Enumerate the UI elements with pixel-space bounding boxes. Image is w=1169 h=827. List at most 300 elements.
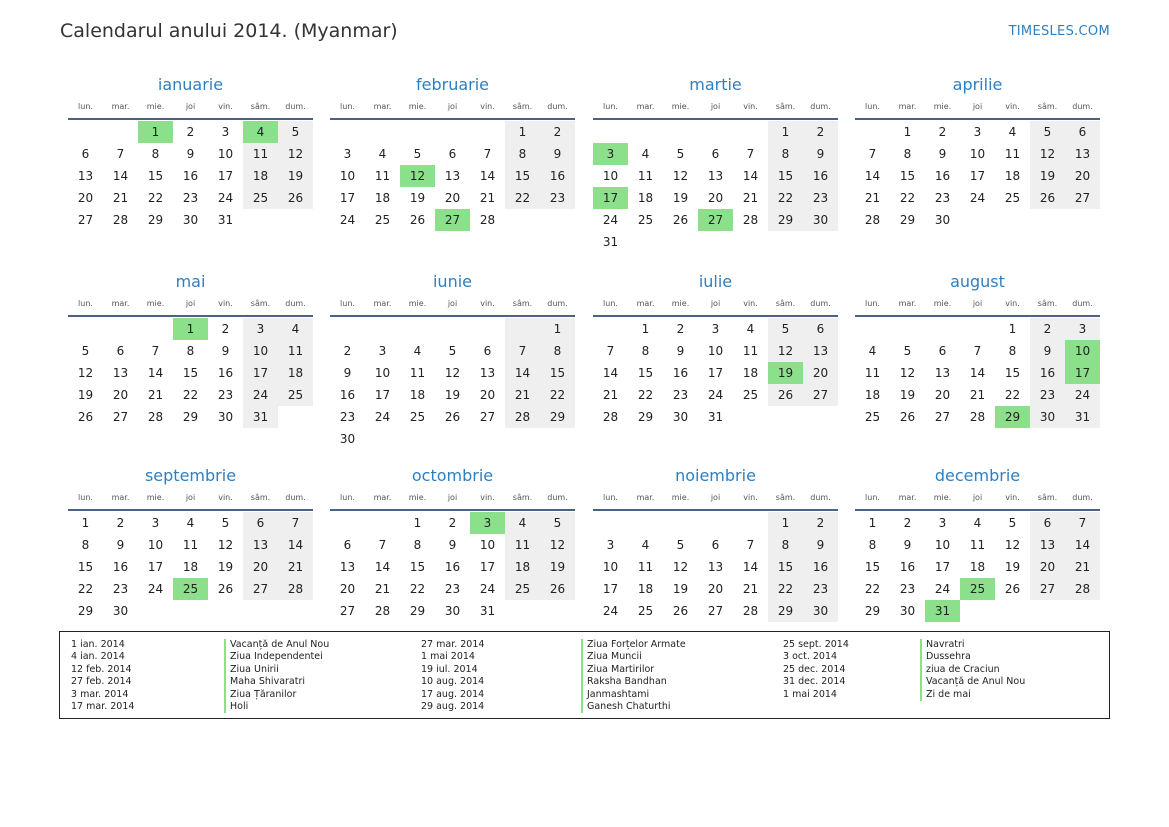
month-title: martie xyxy=(689,75,742,94)
day-cell: 17 xyxy=(243,362,278,384)
day-cell: 18 xyxy=(637,582,654,596)
day-cell: 4 xyxy=(378,147,387,161)
day-cell: 4 xyxy=(413,344,422,358)
weekday-label: joi xyxy=(185,298,196,308)
day-cell: 14 xyxy=(602,366,619,380)
day-cell: 8 xyxy=(641,344,650,358)
weekday-label: dum. xyxy=(547,492,568,502)
weekday-label: joi xyxy=(447,101,458,111)
weekday-label: joi xyxy=(447,298,458,308)
day-cell: 17 xyxy=(147,560,164,574)
month-martie xyxy=(593,74,838,253)
day-cell: 21 xyxy=(742,582,759,596)
day-cell: 5 xyxy=(81,344,90,358)
weekday-label: lun. xyxy=(603,101,618,111)
weekday-label: mar. xyxy=(373,101,392,111)
empty-cell xyxy=(330,121,365,143)
day-cell: 14 xyxy=(479,169,496,183)
month-divider xyxy=(330,315,575,317)
day-cell: 29 xyxy=(768,209,803,231)
holiday-date: 27 mar. 2014 xyxy=(421,639,485,650)
day-cell: 19 xyxy=(444,388,461,402)
empty-cell xyxy=(540,600,575,622)
weekday-label: sâm. xyxy=(775,101,796,111)
weekday-label: lun. xyxy=(340,101,355,111)
weekday-label: dum. xyxy=(810,298,831,308)
day-cell: 24 xyxy=(479,582,496,596)
day-cell: 28 xyxy=(742,604,759,618)
day-cell: 7 xyxy=(278,512,313,534)
day-cell: 10 xyxy=(969,147,986,161)
month-title: septembrie xyxy=(144,466,237,485)
day-cell: 17 xyxy=(969,169,986,183)
day-cell: 1 xyxy=(505,121,540,143)
day-cell: 17 xyxy=(602,582,619,596)
day-cell: 19 xyxy=(217,560,234,574)
empty-cell xyxy=(663,231,698,253)
weekday-label: mie. xyxy=(408,492,427,502)
day-cell: 22 xyxy=(182,388,199,402)
day-cell: 3 xyxy=(711,322,720,336)
day-cell: 15 xyxy=(409,560,426,574)
day-cell: 30 xyxy=(112,604,129,618)
day-cell: 13 xyxy=(707,169,724,183)
weekday-header xyxy=(593,487,838,507)
holiday-date: 19 iul. 2014 xyxy=(421,663,478,675)
weekday-label: joi xyxy=(185,101,196,111)
day-cell: 22 xyxy=(899,191,916,205)
day-cell: 7 xyxy=(116,147,125,161)
day-cell: 22 xyxy=(768,578,803,600)
weekday-label: dum. xyxy=(1072,298,1093,308)
holiday-day: 10 xyxy=(1065,340,1100,362)
holiday-legend xyxy=(59,631,1110,719)
weekday-label: mie. xyxy=(933,492,952,502)
day-cell: 16 xyxy=(444,560,461,574)
day-cell: 4 xyxy=(973,516,982,530)
day-cell: 7 xyxy=(973,344,982,358)
month-divider xyxy=(593,509,838,511)
day-cell: 24 xyxy=(602,213,619,227)
day-cell: 24 xyxy=(707,388,724,402)
day-cell: 22 xyxy=(864,582,881,596)
holiday-name: Janmashtami xyxy=(581,689,686,701)
day-cell: 11 xyxy=(505,534,540,556)
day-grid xyxy=(68,318,313,428)
day-cell: 27 xyxy=(1030,578,1065,600)
month-februarie xyxy=(330,74,575,231)
weekday-label: joi xyxy=(185,492,196,502)
day-cell: 7 xyxy=(378,538,387,552)
weekday-label: mar. xyxy=(373,492,392,502)
day-cell: 25 xyxy=(243,187,278,209)
day-cell: 26 xyxy=(672,604,689,618)
day-cell: 1 xyxy=(641,322,650,336)
holiday-date: 25 dec. 2014 xyxy=(783,663,846,675)
day-cell: 30 xyxy=(339,432,356,446)
day-cell: 29 xyxy=(409,604,426,618)
day-cell: 18 xyxy=(864,388,881,402)
day-cell: 5 xyxy=(540,512,575,534)
month-title: mai xyxy=(175,272,206,291)
day-cell: 14 xyxy=(374,560,391,574)
day-cell: 8 xyxy=(1008,344,1017,358)
day-cell: 11 xyxy=(742,344,759,358)
day-cell: 13 xyxy=(934,366,951,380)
weekday-label: vin. xyxy=(1005,101,1020,111)
day-cell: 28 xyxy=(742,213,759,227)
holiday-date: 1 mai 2014 xyxy=(421,651,475,663)
day-cell: 8 xyxy=(768,534,803,556)
day-cell: 18 xyxy=(637,191,654,205)
holiday-name: Ziua Forțelor Armate xyxy=(581,639,686,651)
holiday-name: Dussehra xyxy=(920,651,1025,663)
month-aprilie xyxy=(855,74,1100,231)
day-cell: 6 xyxy=(243,512,278,534)
day-cell: 16 xyxy=(803,556,838,578)
day-cell: 20 xyxy=(707,191,724,205)
empty-cell xyxy=(768,406,803,428)
day-cell: 3 xyxy=(1065,318,1100,340)
empty-cell xyxy=(960,209,995,231)
holiday-date: 17 mar. 2014 xyxy=(71,700,135,712)
day-cell: 11 xyxy=(182,538,199,552)
day-cell: 10 xyxy=(602,560,619,574)
weekday-label: mar. xyxy=(636,101,655,111)
weekday-label: sâm. xyxy=(250,298,271,308)
day-cell: 3 xyxy=(973,125,982,139)
day-cell: 18 xyxy=(243,165,278,187)
holiday-day: 12 xyxy=(400,165,435,187)
day-cell: 2 xyxy=(186,125,195,139)
day-cell: 23 xyxy=(112,582,129,596)
day-cell: 24 xyxy=(602,604,619,618)
day-cell: 6 xyxy=(483,344,492,358)
holiday-day: 4 xyxy=(243,121,278,143)
weekday-label: mar. xyxy=(111,492,130,502)
weekday-label: joi xyxy=(710,298,721,308)
empty-cell xyxy=(435,318,470,340)
day-cell: 15 xyxy=(768,165,803,187)
day-cell: 15 xyxy=(899,169,916,183)
holiday-date: 10 aug. 2014 xyxy=(421,676,485,688)
day-cell: 30 xyxy=(803,600,838,622)
day-cell: 26 xyxy=(444,410,461,424)
day-grid xyxy=(330,121,575,231)
day-cell: 30 xyxy=(444,604,461,618)
empty-cell xyxy=(540,428,575,450)
weekday-header xyxy=(855,487,1100,507)
day-cell: 5 xyxy=(448,344,457,358)
empty-cell xyxy=(68,318,103,340)
day-cell: 20 xyxy=(112,388,129,402)
day-cell: 25 xyxy=(637,604,654,618)
weekday-label: vin. xyxy=(1005,298,1020,308)
day-cell: 19 xyxy=(899,388,916,402)
day-cell: 6 xyxy=(1065,121,1100,143)
day-cell: 20 xyxy=(1030,556,1065,578)
weekday-label: dum. xyxy=(810,492,831,502)
empty-cell xyxy=(733,121,768,143)
weekday-label: dum. xyxy=(547,298,568,308)
day-cell: 25 xyxy=(864,410,881,424)
day-cell: 21 xyxy=(602,388,619,402)
day-cell: 22 xyxy=(505,187,540,209)
day-cell: 19 xyxy=(77,388,94,402)
day-cell: 15 xyxy=(864,560,881,574)
empty-cell xyxy=(505,209,540,231)
weekday-label: sâm. xyxy=(1037,492,1058,502)
weekday-label: mar. xyxy=(373,298,392,308)
day-cell: 8 xyxy=(81,538,90,552)
day-cell: 14 xyxy=(742,560,759,574)
day-cell: 3 xyxy=(606,538,615,552)
day-cell: 27 xyxy=(77,213,94,227)
day-cell: 22 xyxy=(540,384,575,406)
weekday-label: sâm. xyxy=(1037,101,1058,111)
day-cell: 21 xyxy=(742,191,759,205)
day-cell: 26 xyxy=(1030,187,1065,209)
day-cell: 29 xyxy=(899,213,916,227)
day-cell: 20 xyxy=(444,191,461,205)
day-cell: 3 xyxy=(243,318,278,340)
day-grid xyxy=(855,121,1100,231)
empty-cell xyxy=(733,231,768,253)
day-cell: 2 xyxy=(343,344,352,358)
weekday-label: dum. xyxy=(810,101,831,111)
day-cell: 25 xyxy=(637,213,654,227)
holiday-date: 12 feb. 2014 xyxy=(71,663,132,675)
day-cell: 21 xyxy=(374,582,391,596)
holiday-name: ziua de Craciun xyxy=(920,664,1025,676)
day-cell: 12 xyxy=(217,538,234,552)
day-cell: 31 xyxy=(602,235,619,249)
empty-cell xyxy=(470,428,505,450)
empty-cell xyxy=(995,600,1030,622)
day-cell: 1 xyxy=(413,516,422,530)
day-cell: 8 xyxy=(868,538,877,552)
day-cell: 4 xyxy=(505,512,540,534)
weekday-header xyxy=(593,96,838,116)
day-cell: 1 xyxy=(1008,322,1017,336)
weekday-label: dum. xyxy=(1072,492,1093,502)
day-cell: 21 xyxy=(479,191,496,205)
day-cell: 17 xyxy=(479,560,496,574)
day-cell: 31 xyxy=(243,406,278,428)
weekday-label: mar. xyxy=(898,492,917,502)
day-cell: 19 xyxy=(540,556,575,578)
empty-cell xyxy=(628,231,663,253)
empty-cell xyxy=(470,318,505,340)
day-cell: 30 xyxy=(934,213,951,227)
day-cell: 27 xyxy=(934,410,951,424)
day-cell: 18 xyxy=(1004,169,1021,183)
day-cell: 28 xyxy=(374,604,391,618)
day-cell: 23 xyxy=(803,578,838,600)
weekday-label: joi xyxy=(972,492,983,502)
empty-cell xyxy=(365,121,400,143)
weekday-label: joi xyxy=(972,101,983,111)
month-septembrie xyxy=(68,465,313,622)
day-cell: 30 xyxy=(899,604,916,618)
day-cell: 27 xyxy=(479,410,496,424)
day-cell: 11 xyxy=(637,169,654,183)
day-cell: 26 xyxy=(1004,582,1021,596)
weekday-label: mie. xyxy=(146,492,165,502)
day-cell: 4 xyxy=(278,318,313,340)
day-cell: 26 xyxy=(77,410,94,424)
day-cell: 22 xyxy=(1004,388,1021,402)
empty-cell xyxy=(278,209,313,231)
month-title: iunie xyxy=(432,272,472,291)
day-cell: 12 xyxy=(672,560,689,574)
day-cell: 27 xyxy=(112,410,129,424)
day-cell: 23 xyxy=(540,187,575,209)
weekday-label: vin. xyxy=(743,298,758,308)
day-cell: 11 xyxy=(374,169,391,183)
weekday-label: mar. xyxy=(111,298,130,308)
month-divider xyxy=(330,509,575,511)
day-cell: 5 xyxy=(676,147,685,161)
holiday-name: Ziua Martirilor xyxy=(581,664,686,676)
weekday-label: lun. xyxy=(603,298,618,308)
weekday-label: sâm. xyxy=(775,492,796,502)
day-cell: 21 xyxy=(969,388,986,402)
brand-link[interactable]: TIMESLES.COM xyxy=(1008,24,1110,39)
day-cell: 14 xyxy=(147,366,164,380)
holiday-day: 25 xyxy=(173,578,208,600)
day-cell: 20 xyxy=(479,388,496,402)
month-divider xyxy=(855,118,1100,120)
weekday-label: lun. xyxy=(865,492,880,502)
holiday-name: Ziua Independentei xyxy=(224,651,329,663)
day-cell: 16 xyxy=(182,169,199,183)
day-cell: 22 xyxy=(637,388,654,402)
weekday-label: dum. xyxy=(1072,101,1093,111)
day-cell: 16 xyxy=(672,366,689,380)
day-cell: 23 xyxy=(899,582,916,596)
weekday-header xyxy=(68,293,313,313)
day-cell: 19 xyxy=(672,191,689,205)
weekday-label: lun. xyxy=(603,492,618,502)
day-cell: 12 xyxy=(672,169,689,183)
holiday-name: Ziua Muncii xyxy=(581,651,686,663)
day-cell: 1 xyxy=(768,121,803,143)
day-cell: 2 xyxy=(803,121,838,143)
day-cell: 19 xyxy=(278,165,313,187)
day-cell: 13 xyxy=(444,169,461,183)
weekday-label: lun. xyxy=(340,492,355,502)
day-cell: 17 xyxy=(707,366,724,380)
day-cell: 25 xyxy=(742,388,759,402)
day-cell: 26 xyxy=(899,410,916,424)
weekday-label: dum. xyxy=(285,298,306,308)
weekday-header xyxy=(330,293,575,313)
empty-cell xyxy=(733,512,768,534)
day-cell: 18 xyxy=(278,362,313,384)
weekday-label: sâm. xyxy=(250,492,271,502)
weekday-header xyxy=(593,293,838,313)
weekday-label: mie. xyxy=(933,101,952,111)
holiday-name: Vacanță de Anul Nou xyxy=(920,676,1025,688)
day-cell: 29 xyxy=(77,604,94,618)
day-cell: 5 xyxy=(1030,121,1065,143)
day-cell: 10 xyxy=(602,169,619,183)
weekday-label: mie. xyxy=(408,298,427,308)
day-cell: 7 xyxy=(746,538,755,552)
day-cell: 10 xyxy=(479,538,496,552)
day-cell: 3 xyxy=(938,516,947,530)
day-cell: 30 xyxy=(672,410,689,424)
day-cell: 15 xyxy=(540,362,575,384)
day-cell: 15 xyxy=(1004,366,1021,380)
day-cell: 2 xyxy=(221,322,230,336)
holiday-date: 27 feb. 2014 xyxy=(71,676,132,688)
month-title: aprilie xyxy=(952,75,1003,94)
month-mai xyxy=(68,271,313,428)
day-cell: 31 xyxy=(217,213,234,227)
empty-cell xyxy=(628,121,663,143)
day-cell: 5 xyxy=(221,516,230,530)
day-cell: 2 xyxy=(903,516,912,530)
day-cell: 29 xyxy=(637,410,654,424)
day-cell: 6 xyxy=(81,147,90,161)
day-cell: 9 xyxy=(186,147,195,161)
holiday-day: 31 xyxy=(925,600,960,622)
day-cell: 23 xyxy=(444,582,461,596)
weekday-label: sâm. xyxy=(250,101,271,111)
day-cell: 12 xyxy=(444,366,461,380)
weekday-label: mie. xyxy=(146,101,165,111)
day-cell: 29 xyxy=(147,213,164,227)
day-cell: 4 xyxy=(1008,125,1017,139)
empty-cell xyxy=(208,600,243,622)
day-cell: 21 xyxy=(505,384,540,406)
day-cell: 24 xyxy=(934,582,951,596)
weekday-label: lun. xyxy=(865,101,880,111)
day-cell: 13 xyxy=(1065,143,1100,165)
day-cell: 28 xyxy=(602,410,619,424)
day-cell: 13 xyxy=(77,169,94,183)
holiday-day: 3 xyxy=(470,512,505,534)
day-cell: 26 xyxy=(768,384,803,406)
month-octombrie xyxy=(330,465,575,622)
day-cell: 8 xyxy=(186,344,195,358)
day-cell: 28 xyxy=(969,410,986,424)
holiday-name: Zi de mai xyxy=(920,689,1025,701)
weekday-label: vin. xyxy=(1005,492,1020,502)
day-cell: 28 xyxy=(479,213,496,227)
day-cell: 19 xyxy=(409,191,426,205)
day-cell: 11 xyxy=(1004,147,1021,161)
day-cell: 8 xyxy=(151,147,160,161)
day-cell: 11 xyxy=(409,366,426,380)
weekday-header xyxy=(855,293,1100,313)
day-cell: 23 xyxy=(1030,384,1065,406)
month-iunie xyxy=(330,271,575,450)
day-cell: 22 xyxy=(147,191,164,205)
day-cell: 30 xyxy=(217,410,234,424)
day-cell: 16 xyxy=(1030,362,1065,384)
empty-cell xyxy=(855,121,890,143)
day-cell: 10 xyxy=(339,169,356,183)
weekday-label: joi xyxy=(447,492,458,502)
day-cell: 6 xyxy=(803,318,838,340)
day-cell: 14 xyxy=(278,534,313,556)
day-cell: 14 xyxy=(505,362,540,384)
weekday-label: vin. xyxy=(480,101,495,111)
empty-cell xyxy=(593,512,628,534)
